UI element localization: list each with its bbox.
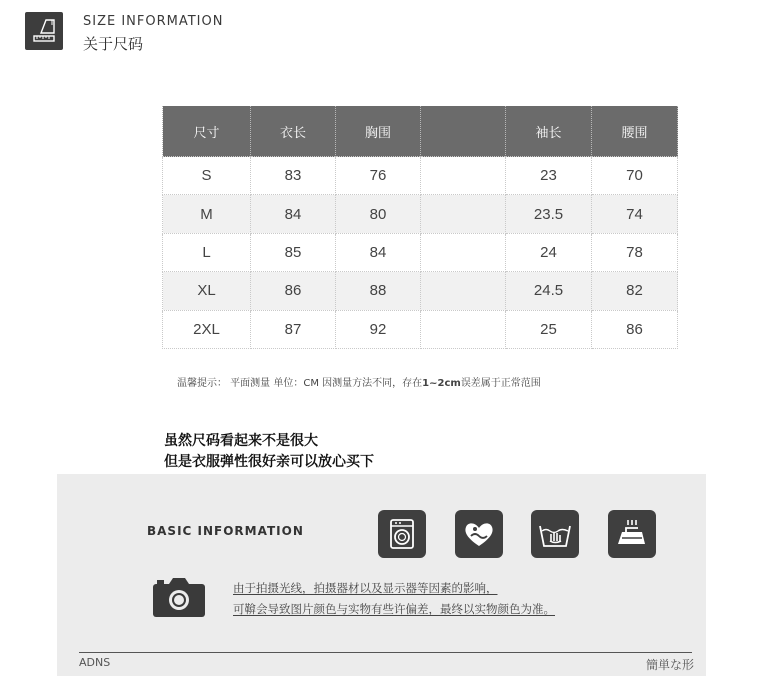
table-row [163,157,678,195]
table-cell: 78 [592,233,678,271]
table-cell [421,195,506,233]
table-cell: 86 [251,272,336,310]
table-row [163,272,678,310]
size-info-title: SIZE INFORMATION [83,14,224,29]
table-cell [421,233,506,271]
table-cell: 84 [336,233,421,271]
table-cell: 74 [592,195,678,233]
ruler-icon [25,12,63,50]
washing-machine-icon [378,510,426,558]
table-cell: 70 [592,157,678,195]
basin-wash-icon [531,510,579,558]
footer-divider [79,652,692,653]
table-cell: 23 [506,157,592,195]
hand-wash-icon [455,510,503,558]
measurement-note [177,374,541,389]
tagline-line-1: 虽然尺码看起来不是很大 [164,433,318,449]
table-cell: L [163,233,251,271]
table-header-row [163,106,678,157]
note-range: 1~2cm [422,378,461,389]
table-cell: 85 [251,233,336,271]
table-cell: 82 [592,272,678,310]
size-table [162,106,678,349]
photo-disclaimer-line-1: 由于拍摄光线，拍摄器材以及显示器等因素的影响， [233,581,498,595]
footer-tagline: 簡単な形 [645,658,694,672]
table-cell [421,272,506,310]
table-row [163,233,678,271]
table-cell: 23.5 [506,195,592,233]
table-cell: S [163,157,251,195]
header-cell: 腰围 [592,106,678,157]
table-cell: 80 [336,195,421,233]
table-cell: 83 [251,157,336,195]
table-cell: XL [163,272,251,310]
camera-icon [152,576,206,622]
table-cell: 84 [251,195,336,233]
header-cell: 衣长 [251,106,336,157]
table-cell [421,310,506,348]
tagline-line-2: 但是衣服弹性很好亲可以放心买下 [164,454,374,470]
header-cell: 袖长 [506,106,592,157]
basic-info-panel [57,474,706,676]
header-cell [421,106,506,157]
table-cell: 86 [592,310,678,348]
table-cell: 24 [506,233,592,271]
size-info-subtitle: 关于尺码 [83,35,144,53]
iron-icon [608,510,656,558]
header-cell: 尺寸 [163,106,251,157]
table-cell: 25 [506,310,592,348]
basic-info-title: BASIC INFORMATION [147,524,304,538]
table-cell: 87 [251,310,336,348]
table-row [163,195,678,233]
note-suffix: 误差属于正常范围 [460,378,541,389]
photo-disclaimer-line-2: 可鞥会导致图片颜色与实物有些许偏差，最终以实物颜色为准。 [233,602,555,616]
table-cell [421,157,506,195]
table-cell: M [163,195,251,233]
table-cell: 88 [336,272,421,310]
table-cell: 92 [336,310,421,348]
table-cell: 76 [336,157,421,195]
table-row [163,310,678,348]
note-prefix: 温馨提示： 平面测量 单位：CM 因测量方法不同，存在 [177,378,423,389]
table-cell: 2XL [163,310,251,348]
header-cell: 胸围 [336,106,421,157]
footer-brand: ADNS [79,656,111,669]
table-cell: 24.5 [506,272,592,310]
